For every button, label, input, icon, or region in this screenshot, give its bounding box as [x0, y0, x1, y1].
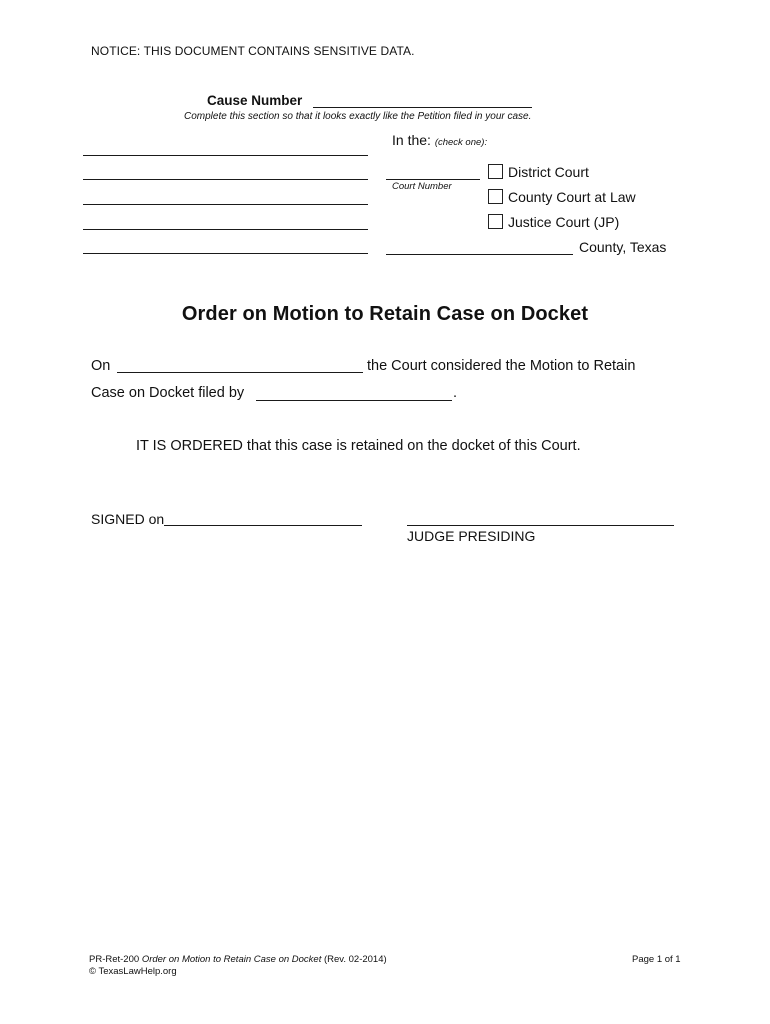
justice-court-label: Justice Court (JP): [508, 214, 620, 230]
party-line-3[interactable]: [83, 204, 368, 205]
considered-text: the Court considered the Motion to Retain: [367, 358, 636, 374]
filed-by-period: .: [453, 385, 458, 401]
cause-number-field[interactable]: [313, 107, 532, 108]
ordered-statement: IT IS ORDERED that this case is retained on the docket of this Court.: [136, 438, 581, 454]
judge-presiding-label: JUDGE PRESIDING: [407, 528, 536, 544]
form-identifier: [89, 954, 387, 966]
copyright-notice: © TexasLawHelp.org: [89, 966, 177, 977]
county-texas-label: County, Texas: [579, 239, 667, 255]
sensitive-data-notice: NOTICE: THIS DOCUMENT CONTAINS SENSITIVE DATA.: [91, 44, 415, 58]
document-title: Order on Motion to Retain Case on Docket: [181, 303, 589, 325]
county-field[interactable]: [386, 254, 573, 255]
district-court-checkbox[interactable]: [488, 164, 503, 179]
form-footer: [89, 954, 387, 978]
form-revision: (Rev. 02-2014): [324, 954, 387, 965]
party-line-4[interactable]: [83, 229, 368, 230]
cause-number-label: Cause Number: [207, 93, 303, 108]
party-line-2[interactable]: [83, 179, 368, 180]
check-one-hint: (check one):: [434, 137, 488, 148]
judge-signature-field[interactable]: [407, 525, 674, 526]
cause-section-hint: Complete this section so that it looks exactly like the Petition filed in your case.: [184, 111, 532, 122]
signed-on-label: SIGNED on: [91, 511, 165, 527]
hearing-date-field[interactable]: [117, 372, 363, 373]
page-number: Page 1 of 1: [632, 954, 681, 965]
in-the-text: In the:: [392, 132, 431, 148]
district-court-label: District Court: [508, 164, 589, 180]
party-line-5[interactable]: [83, 253, 368, 254]
on-label: On: [91, 358, 111, 374]
party-line-1[interactable]: [83, 155, 368, 156]
in-the-label: [392, 132, 487, 148]
form-title: Order on Motion to Retain Case on Docket: [141, 954, 322, 965]
filed-by-label: Case on Docket filed by: [91, 385, 245, 401]
court-number-field[interactable]: [386, 179, 480, 180]
county-court-at-law-label: County Court at Law: [508, 189, 636, 205]
justice-court-checkbox[interactable]: [488, 214, 503, 229]
form-code: PR-Ret-200: [89, 954, 140, 965]
signed-date-field[interactable]: [164, 525, 362, 526]
court-number-label: Court Number: [392, 181, 452, 192]
filed-by-field[interactable]: [256, 400, 452, 401]
county-court-at-law-checkbox[interactable]: [488, 189, 503, 204]
